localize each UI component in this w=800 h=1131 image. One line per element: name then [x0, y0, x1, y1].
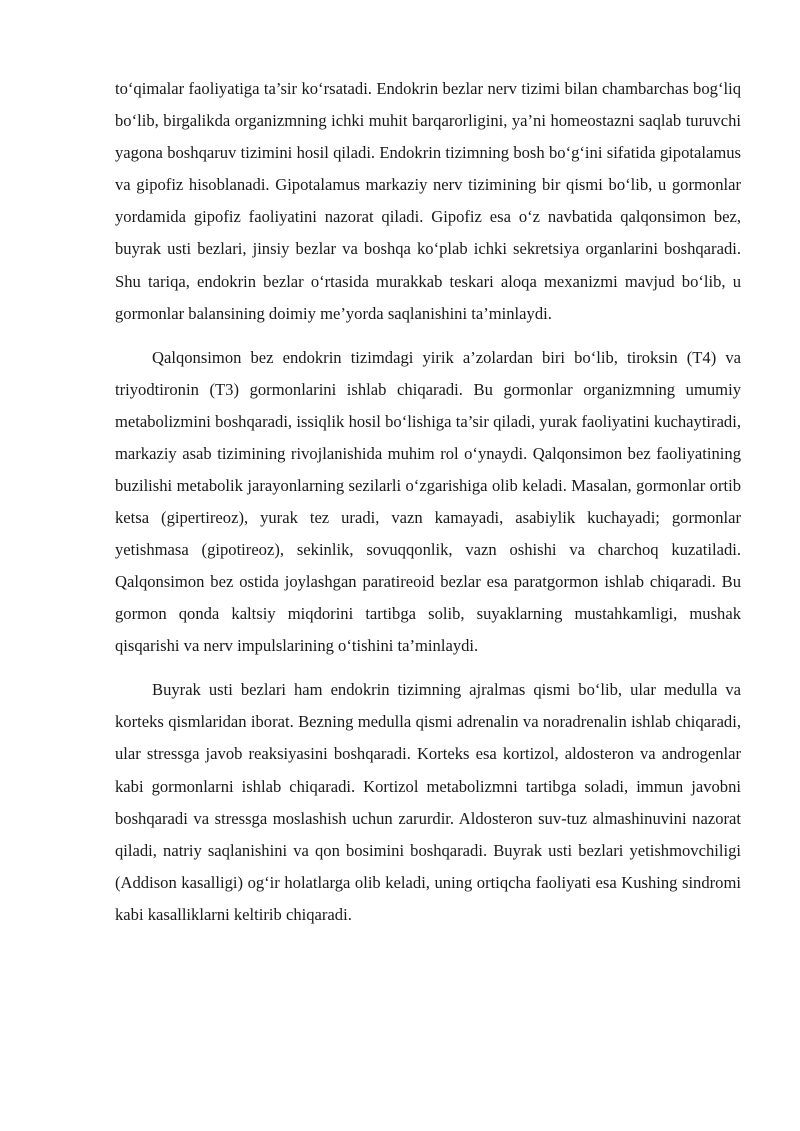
paragraph-continued: to‘qimalar faoliyatiga ta’sir ko‘rsatadi. Endokrin bezlar nerv tizimi bilan chambarchas bog‘liq bo‘lib, birgalikda organizmning ichki muhit barqarorligini, ya’ni homeostazni saqlab turuvchi yagona boshqaruv tizimini hosil qiladi. Endokrin tizimning bosh bo‘g‘ini sifatida gipotalamus va gipofiz hisoblanadi. Gipotalamus markaziy nerv tizimining bir qismi bo‘lib, u gormonlar yordamida gipofiz faoliyatini nazorat qiladi. Gipofiz esa o‘z navbatida qalqonsimon bez, buyrak usti bezlari, jinsiy bezlar va boshqa ko‘plab ichki sekretsiya organlarini boshqaradi. Shu tariqa, endokrin bezlar o‘rtasida murakkab teskari aloqa mexanizmi mavjud bo‘lib, u gormonlar balansining doimiy me’yorda saqlanishini ta’minlaydi.	[115, 79, 741, 323]
paragraph-thyroid: Qalqonsimon bez endokrin tizimdagi yirik a’zolardan biri bo‘lib, tiroksin (T4) va triyodtironin (T3) gormonlarini ishlab chiqaradi. Bu gormonlar organizmning umumiy metabolizmini boshqaradi, issiqlik hosil bo‘lishiga ta’sir qiladi, yurak faoliyatini kuchaytiradi, markaziy asab tizimining rivojlanishida muhim rol o‘ynaydi. Qalqonsimon bez faoliyatining buzilishi metabolik jarayonlarning sezilarli o‘zgarishiga olib keladi. Masalan, gormonlar ortib ketsa (gipertireoz), yurak tez uradi, vazn kamayadi, asabiylik kuchayadi; gormonlar yetishmasa (gipotireoz), sekinlik, sovuqqonlik, vazn oshishi va charchoq kuzatiladi. Qalqonsimon bez ostida joylashgan paratireoid bezlar esa paratgormon ishlab chiqaradi. Bu gormon qonda kaltsiy miqdorini tartibga solib, suyaklarning mustahkamligi, mushak qisqarishi va nerv impulslarining o‘tishini ta’minlaydi.	[115, 347, 741, 656]
document-page	[115, 73, 741, 931]
paragraph-adrenal: Buyrak usti bezlari ham endokrin tizimning ajralmas qismi bo‘lib, ular medulla va korteks qismlaridan iborat. Bezning medulla qismi adrenalin va noradrenalin ishlab chiqaradi, ular stressga javob reaksiyasini boshqaradi. Korteks esa kortizol, aldosteron va androgenlar kabi gormonlarni ishlab chiqaradi. Kortizol metabolizmni tartibga soladi, immun javobni boshqaradi va stressga moslashish uchun zarurdir. Aldosteron suv-tuz almashinuvini nazorat qiladi, natriy saqlanishini va qon bosimini boshqaradi. Buyrak usti bezlari yetishmovchiligi (Addison kasalligi) og‘ir holatlarga olib keladi, uning ortiqcha faoliyati esa Kushing sindromi kabi kasalliklarni keltirib chiqaradi.	[115, 680, 741, 924]
